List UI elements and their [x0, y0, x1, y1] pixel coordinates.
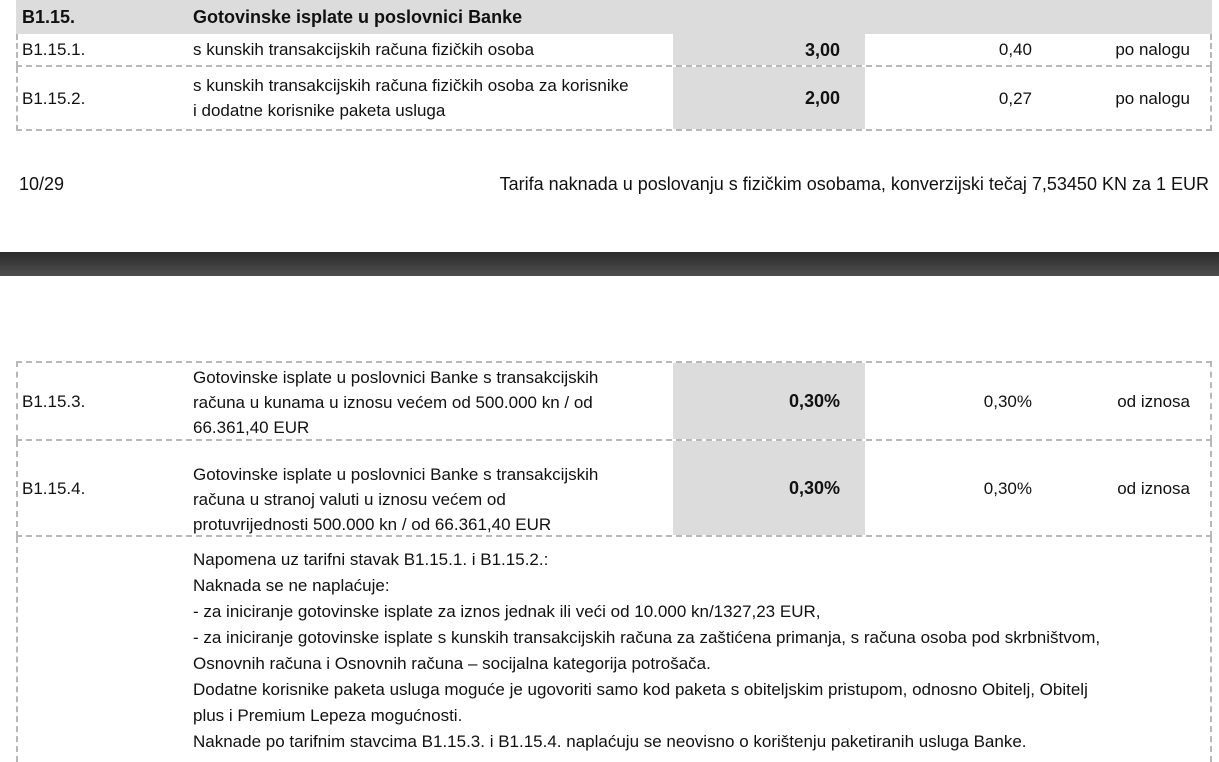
row-code: B1.15.1.	[22, 40, 86, 59]
tariff-row	[16, 67, 1212, 131]
row-description-line: s kunskih transakcijskih računa fizičkih osoba	[193, 40, 535, 59]
row-value-kn: 0,30%	[788, 478, 840, 498]
row-description	[193, 365, 673, 440]
row-value-eur: 0,27	[998, 89, 1032, 108]
pdf-page-top	[0, 0, 1219, 252]
row-description-line: s kunskih transakcijskih računa fizičkih osoba za korisnike	[193, 76, 629, 95]
note-line: Dodatne korisnike paketa usluga moguće je ugovoriti samo kod paketa s obiteljskim pristupom, odnosno Obitelj, Obitelj	[193, 680, 1088, 699]
row-value-kn: 2,00	[804, 88, 840, 108]
page-separator	[0, 252, 1219, 276]
row-description	[193, 37, 673, 62]
note-line: plus i Premium Lepeza mogućnosti.	[193, 706, 463, 725]
tariff-row	[16, 34, 1212, 67]
page-number: 10/29	[19, 174, 65, 194]
row-description-line: računa u stranoj valuti u iznosu većem od	[193, 490, 506, 509]
row-description-line: računa u kunama u iznosu većem od 500.000 kn / od	[193, 393, 593, 412]
row-description-line: protuvrijednosti 500.000 kn / od 66.361,40 EUR	[193, 515, 552, 534]
note-line: Naknade po tarifnim stavcima B1.15.3. i B1.15.4. naplaćuju se neovisno o korištenju paketiranih usluga Banke.	[193, 732, 1027, 751]
tariff-row	[16, 441, 1212, 537]
tariff-note	[193, 547, 1203, 755]
page-footer-title: Tarifa naknada u poslovanju s fizičkim osobama, konverzijski tečaj 7,53450 KN za 1 EUR	[499, 174, 1209, 194]
row-description-line: i dodatne korisnike paketa usluga	[193, 101, 446, 120]
row-value-eur: 0,30%	[983, 392, 1032, 411]
row-code: B1.15.3.	[22, 392, 86, 411]
row-description	[193, 73, 673, 123]
pdf-page-bottom	[0, 276, 1219, 757]
row-description-line: 66.361,40 EUR	[193, 418, 310, 437]
note-line: Osnovnih računa i Osnovnih računa – socijalna kategorija potrošača.	[193, 654, 711, 673]
note-line: Naknada se ne naplaćuje:	[193, 576, 390, 595]
row-description-line: Gotovinske isplate u poslovnici Banke s transakcijskih	[193, 465, 599, 484]
note-line: - za iniciranje gotovinske isplate s kunskih transakcijskih računa za zaštićena primanja, s računa osoba pod skrbništvom,	[193, 628, 1101, 647]
note-line: Napomena uz tarifni stavak B1.15.1. i B1.15.2.:	[193, 550, 549, 569]
row-value-eur: 0,30%	[983, 479, 1032, 498]
row-unit: od iznosa	[1117, 392, 1190, 411]
row-code: B1.15.4.	[22, 479, 86, 498]
row-value-eur: 0,40	[998, 40, 1032, 59]
section-code: B1.15.	[22, 7, 76, 27]
row-value-kn: 0,30%	[788, 391, 840, 411]
row-unit: po nalogu	[1115, 89, 1190, 108]
note-line: - za iniciranje gotovinske isplate za iznos jednak ili veći od 10.000 kn/1327,23 EUR,	[193, 602, 821, 621]
row-description-line: Gotovinske isplate u poslovnici Banke s transakcijskih	[193, 368, 599, 387]
tariff-row	[16, 361, 1212, 441]
row-value-kn: 3,00	[804, 40, 840, 60]
row-code: B1.15.2.	[22, 89, 86, 108]
section-header	[16, 0, 1212, 34]
row-unit: od iznosa	[1117, 479, 1190, 498]
row-unit: po nalogu	[1115, 40, 1190, 59]
section-title: Gotovinske isplate u poslovnici Banke	[193, 7, 523, 27]
row-description	[193, 462, 673, 537]
note-row	[16, 537, 1212, 762]
